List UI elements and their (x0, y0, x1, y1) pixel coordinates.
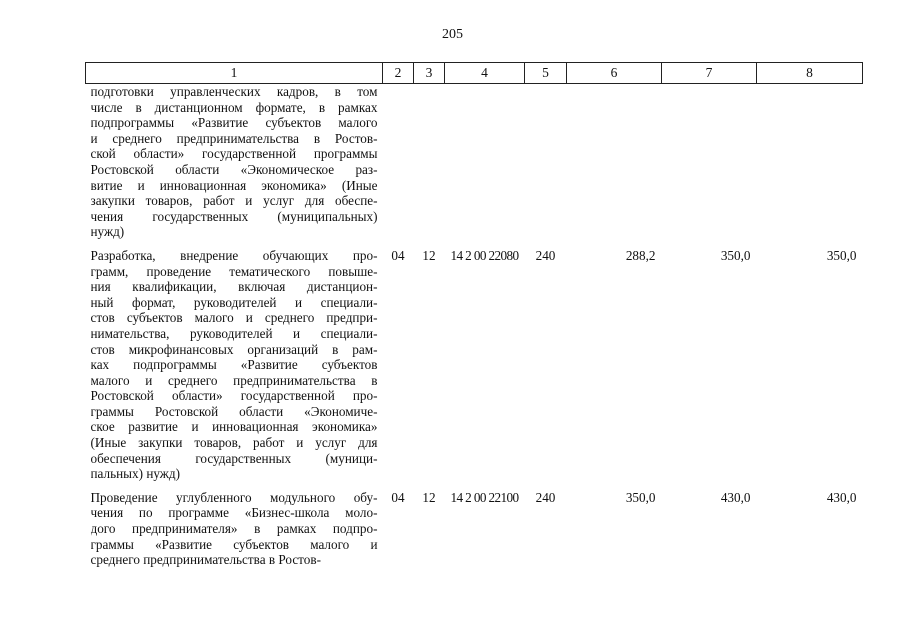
description-line: Проведение углубленного модульного обу- (90, 489, 378, 505)
amount-year-3: 350,0 (826, 247, 857, 263)
description-line: нужд) (90, 224, 125, 240)
row-description (86, 248, 383, 490)
row-description (86, 490, 383, 576)
section-code: 04 (391, 247, 405, 263)
column-header-6: 6 (567, 63, 662, 84)
description-line: пальных) нужд) (90, 466, 181, 482)
description-line: ный формат, руководителей и специали- (90, 294, 378, 310)
amount-year-1 (567, 84, 662, 248)
header-row (86, 63, 863, 84)
subsection-code: 12 (422, 247, 436, 263)
amount-year-3 (757, 84, 863, 248)
subsection-code: 12 (422, 489, 436, 505)
column-header-2: 2 (383, 63, 414, 84)
description-line: (Иные закупки товаров, работ и услуг для (90, 435, 378, 451)
description-line: стов микрофинансовых организаций в рам- (90, 341, 378, 357)
amount-year-1: 350,0 (625, 489, 656, 505)
expense-type-code: 240 (535, 489, 556, 505)
amount-year-2: 350,0 (720, 247, 751, 263)
column-header-1: 1 (86, 63, 383, 84)
description-line: числе в дистанционном формате, в рамках (90, 99, 378, 115)
description-line: Ростовской области» государственной про- (90, 388, 378, 404)
expense-type-code: 240 (535, 247, 556, 263)
description-line: закупки товаров, работ и услуг для обеспе- (90, 193, 378, 209)
description-line: ния квалификации, включая дистанцион- (90, 279, 378, 295)
description-line: и среднего предпринимательства в Ростов- (90, 130, 378, 146)
description-line: нимательства, руководителей и специали- (90, 325, 378, 341)
description-line: ское развитие и инновационная экономика» (90, 419, 378, 435)
description-line: обеспечения государственных (муници- (90, 450, 378, 466)
column-header-3: 3 (414, 63, 445, 84)
table-row (86, 84, 863, 248)
expense-type-code (525, 84, 567, 248)
description-line: граммы Ростовской области «Экономиче- (90, 403, 378, 419)
description-line: ках подпрограммы «Развитие субъектов (90, 357, 378, 373)
section-code (383, 84, 414, 248)
amount-year-2 (662, 84, 757, 248)
column-header-5: 5 (525, 63, 567, 84)
description-line: подготовки управленческих кадров, в том (90, 84, 378, 99)
table-row (86, 248, 863, 490)
amount-year-3: 430,0 (826, 489, 857, 505)
budget-table (85, 62, 863, 576)
subsection-code (414, 84, 445, 248)
table-row (86, 490, 863, 576)
column-header-8: 8 (757, 63, 863, 84)
page-number: 205 (442, 27, 463, 42)
target-article-code: 14 2 00 22100 (450, 489, 519, 505)
description-line: чения по программе «Бизнес-школа моло- (90, 505, 378, 521)
description-line: стов субъектов малого и среднего предпри- (90, 310, 378, 326)
description-line: среднего предпринимательства в Ростов- (90, 552, 321, 568)
description-line: грамм, проведение тематического повыше- (90, 263, 378, 279)
description-line: дого предпринимателя» в рамках подпро- (90, 521, 378, 537)
description-line: чения государственных (муниципальных) (90, 208, 378, 224)
description-line: малого и среднего предпринимательства в (90, 372, 378, 388)
description-line: витие и инновационная экономика» (Иные (90, 177, 378, 193)
column-header-4: 4 (445, 63, 525, 84)
description-line: Разработка, внедрение обучающих про- (90, 247, 378, 263)
description-line: граммы «Развитие субъектов малого и (90, 536, 378, 552)
table-body (86, 84, 863, 576)
description-line: Ростовской области «Экономическое раз- (90, 161, 378, 177)
description-line: ской области» государственной программы (90, 146, 378, 162)
target-article-code (445, 84, 525, 248)
target-article-code: 14 2 00 22080 (450, 247, 519, 263)
column-header-7: 7 (662, 63, 757, 84)
amount-year-1: 288,2 (625, 247, 656, 263)
row-description (86, 84, 383, 248)
section-code: 04 (391, 489, 405, 505)
description-line: подпрограммы «Развитие субъектов малого (90, 115, 378, 131)
amount-year-2: 430,0 (720, 489, 751, 505)
